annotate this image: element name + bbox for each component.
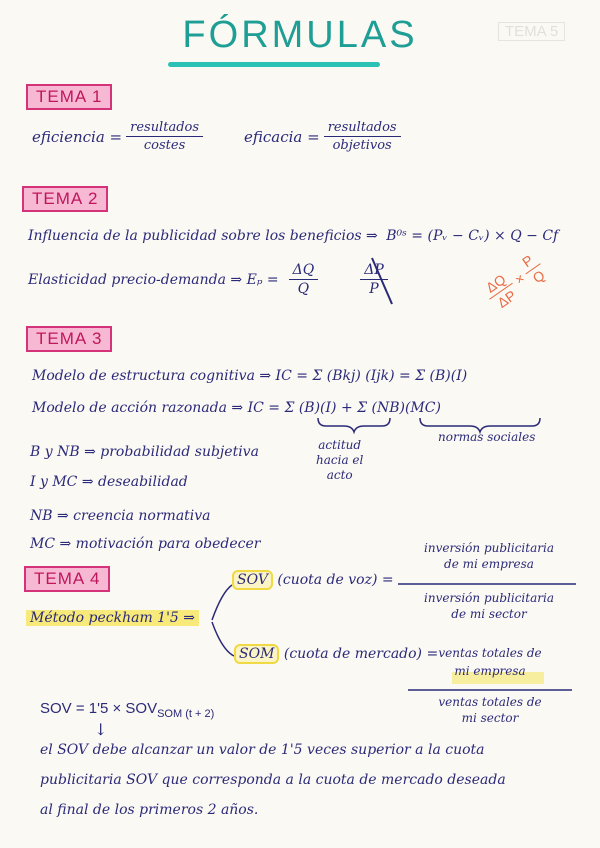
eficacia-denominator: objetivos [332,138,392,153]
eficiencia-numerator: resultados [126,120,203,137]
publicidad-beneficios-text [28,228,558,244]
ep-den-1: Q [297,281,310,297]
sov-formula-sub: SOM (t + 2) [157,708,215,720]
tema-4-label: TEMA 4 [24,566,110,592]
ghost-tema-label: TEMA 5 [498,22,565,41]
eficacia-formula [244,120,401,153]
orange-right-num: P [516,249,541,274]
sov-num-2: de mi empresa [444,557,534,571]
som-num-1: ventas totales de [438,646,542,660]
normas-sociales-label: normas sociales [438,430,536,444]
sov-desc: (cuota de voz) = [277,572,394,588]
eficacia-numerator: resultados [324,120,401,137]
actitud-label [316,438,363,483]
som-denominator [408,694,572,726]
actitud-line-3: acto [326,468,353,482]
eficiencia-denominator: costes [143,138,186,153]
sov-den-1: inversión publicitaria [424,591,554,605]
modelo-cognitiva: Modelo de estructura cognitiva ⇒ IC = Σ (Bkj) (Ijk) = Σ (B)(I) [32,368,468,384]
som-num-2: mi empresa [454,664,526,678]
som-desc: (cuota de mercado) = [283,646,439,662]
actitud-line-2: hacia el [316,453,364,467]
sov-formula [40,700,214,720]
eficacia-fraction [324,120,401,153]
tema-2-label: TEMA 2 [22,186,108,212]
elasticidad-formula [28,262,388,297]
eficiencia-label: eficiencia = [32,127,123,146]
tema-3-label: TEMA 3 [26,326,112,352]
def-i-mc: I y MC ⇒ deseabilidad [30,474,188,490]
tema-1-label: TEMA 1 [26,84,112,110]
som-numerator [408,644,572,680]
sov-line [232,572,394,588]
sov-formula-main: SOV = 1'5 × SOV [40,700,158,717]
orange-left-num: ΔQ [480,269,513,300]
down-arrow-icon: ↓ [94,720,108,739]
som-tag: SOM [234,644,279,664]
sov-denominator [404,590,574,622]
explanation-line-2: publicitaria SOV que corresponda a la cuota de mercado deseada [40,772,506,788]
actitud-line-1: actitud [318,438,362,452]
orange-left-den: ΔP [494,286,519,311]
branch-up [212,585,232,620]
brace-left [318,418,390,432]
explanation-line-3: al final de los primeros 2 años. [40,802,259,818]
ep-num-2: ΔP [360,262,388,280]
eficacia-label: eficacia = [244,127,320,146]
eficiencia-fraction [126,120,203,153]
branch-down [212,622,234,656]
def-b-nb: B y NB ⇒ probabilidad subjetiva [30,444,259,460]
ep-fraction-1 [289,262,319,297]
ep-den-2: P [369,281,379,297]
beneficios-formula: B⁰ˢ = (Pᵥ − Cᵥ) × Q − Cf [386,228,559,244]
explanation-line-1: el SOV debe alcanzar un valor de 1'5 veces superior a la cuota [40,742,485,758]
som-den-1: ventas totales de [438,695,542,709]
sov-tag: SOV [232,570,273,590]
eficiencia-formula [32,120,203,153]
sov-den-2: de mi sector [451,607,527,621]
metodo-peckham-text: Método peckham 1'5 ⇒ [26,610,199,626]
sov-num-1: inversión publicitaria [424,541,554,555]
def-nb: NB ⇒ creencia normativa [30,508,211,524]
elasticidad-desc: Elasticidad precio-demanda ⇒ Eₚ = [28,271,279,288]
def-mc: MC ⇒ motivación para obedecer [30,536,261,552]
publicidad-beneficios-desc: Influencia de la publicidad sobre los beneficios ⇒ [28,228,378,244]
orange-right-den: Q [529,266,548,287]
ep-fraction-2 [360,262,388,297]
modelo-accion-razonada: Modelo de acción razonada ⇒ IC = Σ (B)(I) + Σ (NB)(MC) [32,400,441,416]
page-title: FÓRMULAS [182,14,418,56]
orange-times: × [511,269,528,288]
title-underline [168,62,380,67]
sov-numerator [404,540,574,572]
som-den-2: mi sector [461,711,519,725]
ep-num-1: ΔQ [289,262,319,280]
metodo-peckham [26,610,199,626]
